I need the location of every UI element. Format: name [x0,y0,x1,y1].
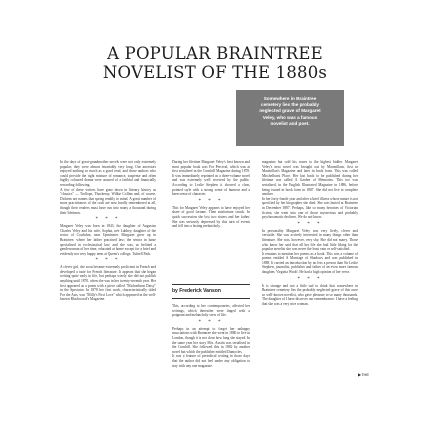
column-2-bottom [172,304,250,400]
continued-marker: ▶THE [358,372,370,377]
paragraph: Margaret Veley was born in 1843, the daughter of Augustus Charles Veley and his wife, Sophia, née Lubbey, daughter of the rector of Coulsdon, near Upminster. Margaret grew up in Braintree, where her father practised law; the senior in haste specialised in ecclesiastical law, and she was, as befitted a gentlewoman of her time, educated at home except for a brief and evidently not very happy term at Queen's college, Tufnell Park. [60,224,156,256]
paragraph: During her lifetime Margaret Veley's best known and most popular book was For Percival, which was at first serialised in the Cornhill Magazine during 1878. It was immediately reprinted as a three-volume novel and was extremely well received by the public. According to Leslie Stephen it showed a clear, pointed style with a strong sense of humour and a keen sense of character. [172,160,250,197]
paragraph: This for Margaret Veley appears to have enjoyed her share of good fortune. Then misfortune struck. In quick succession she lost two sisters and her father. She was seriously depressed by this turn of events and fell into a lasting melancholy. [172,205,250,229]
column-1 [60,160,156,400]
paragraph: In the days of great-grandmother novels were not only extremely popular; they were almost invariably very long. Our ancestors enjoyed nothing so much as a good read, and those authors who could provide the right mixture of romance, suspense and often highly coloured drama were assured of a faithful and financially rewarding following. [60,160,156,187]
article-headline [60,44,370,82]
section-break-stars: * * * [95,217,121,223]
paragraph: Perhaps in an attempt to forget her unhappy associations with Braintree she went in 1880 to live in London, though it is not clear how long she stayed. In the same year her story Mrs. Austin was serialised in the Cornhill. She followed this in 1882 by another novel but which the publisher entitled Damocles. [172,326,250,354]
paragraph: In personality Margaret Veley was very lively, clever and versatile. She was actively interested in many things other than literature. She was, however, very shy. She did not marry. Those who knew her said that all her life she had little liking for the popular novelist she was never the least vain or self-satisfied. [262,228,358,252]
section-break-stars: * * * [95,258,121,264]
section-break-stars: * * * [198,319,224,325]
paragraph: This, according to her contemporaries, affected her writings, which thereafter were tinged with a poignant and melancholy view of life. [172,304,250,318]
section-break-stars: * * * [297,276,323,282]
section-break-stars: * * * [297,221,323,227]
paragraph: A clever girl, she soon became extremely proficient in French and developed a taste for French literature. It appears that she began writing quite early in life, but perhaps wisely she did not publish anything until 1870, when she was in her twenty-seventh year. Her first appeared as a poem with a piece called "Michaelmas Daisy" in the Spectator. In 1878 her first work, characteristically titled For the Asts, was "Milly's First Love" which appeared in the well-known Blackwood's Magazine. [60,265,156,302]
byline-rule-bottom [172,298,250,299]
column-3 [262,160,358,372]
byline-rule-top [172,284,250,285]
paragraph: It was a feature of periodical writing in those days that the author did not feel under any obligation to stay with any one magazine. [172,354,250,368]
paragraph: It is strange and not a little sad to think that somewhere in Braintree cemetery lies the probably neglected grave of this once so well-known novelist, who gave pleasure to so many thousands. The daughter of I have discover our remembrance. I have a feeling that she was a very nice woman. [262,283,358,307]
headline-line-1: A POPULAR BRAINTREE [107,44,323,63]
byline: by Frederick Vanson [172,288,221,294]
paragraph: It remains to mention her poems as a book. This was a volume of poems entitled A Marriage of Shadows and was published in 1888. It carried an introduction by no less a person than Sir Leslie Stephen, journalist, publisher and father of an even more famous daughter, Virginia Woolf. He had a high opinion of her verse. [262,251,358,275]
headline-line-2: NOVELIST OF THE 1880s [102,63,328,82]
paragraph: In her forty-fourth year and after a brief illness whose nature is not specified by her biographer she died. She was buried at Braintree in December 1887. Perhaps, like so many heroines of Victorian fiction, she went into one of those mysterious and probably psychosomatic declines. We do not know. [262,196,358,220]
standfirst-text: Somewhere in Braintree cemetery lies the probably neglected grave of Margaret Veley, who was a famous novelist and poet. [259,96,321,126]
column-2-top [172,160,250,278]
paragraph: A few of these writers have gone down in literary history as "classics" — Trollope, Thackeray, Wilkie Collins and, of course, Dickens are names that spring readily to mind. A great number of more practitioners of the craft are now hardly remembered at all, though their readers must have run into many a thousand during their lifetimes. [60,187,156,215]
paragraph: magazine but sold his wares to the highest bidder. Margaret Veley's next novel was brought out by Macmillans, first in Macmillan's Magazine and later in book form. This was called Mitchelhurst Place. Her last book to be published during her lifetime was called A Garden of Memories. This too was serialised, in the English Illustrated Magazine in 1886, before being issued in book form in 1887. She did not live to complete another. [262,160,358,197]
section-break-stars: * * * [198,198,224,204]
